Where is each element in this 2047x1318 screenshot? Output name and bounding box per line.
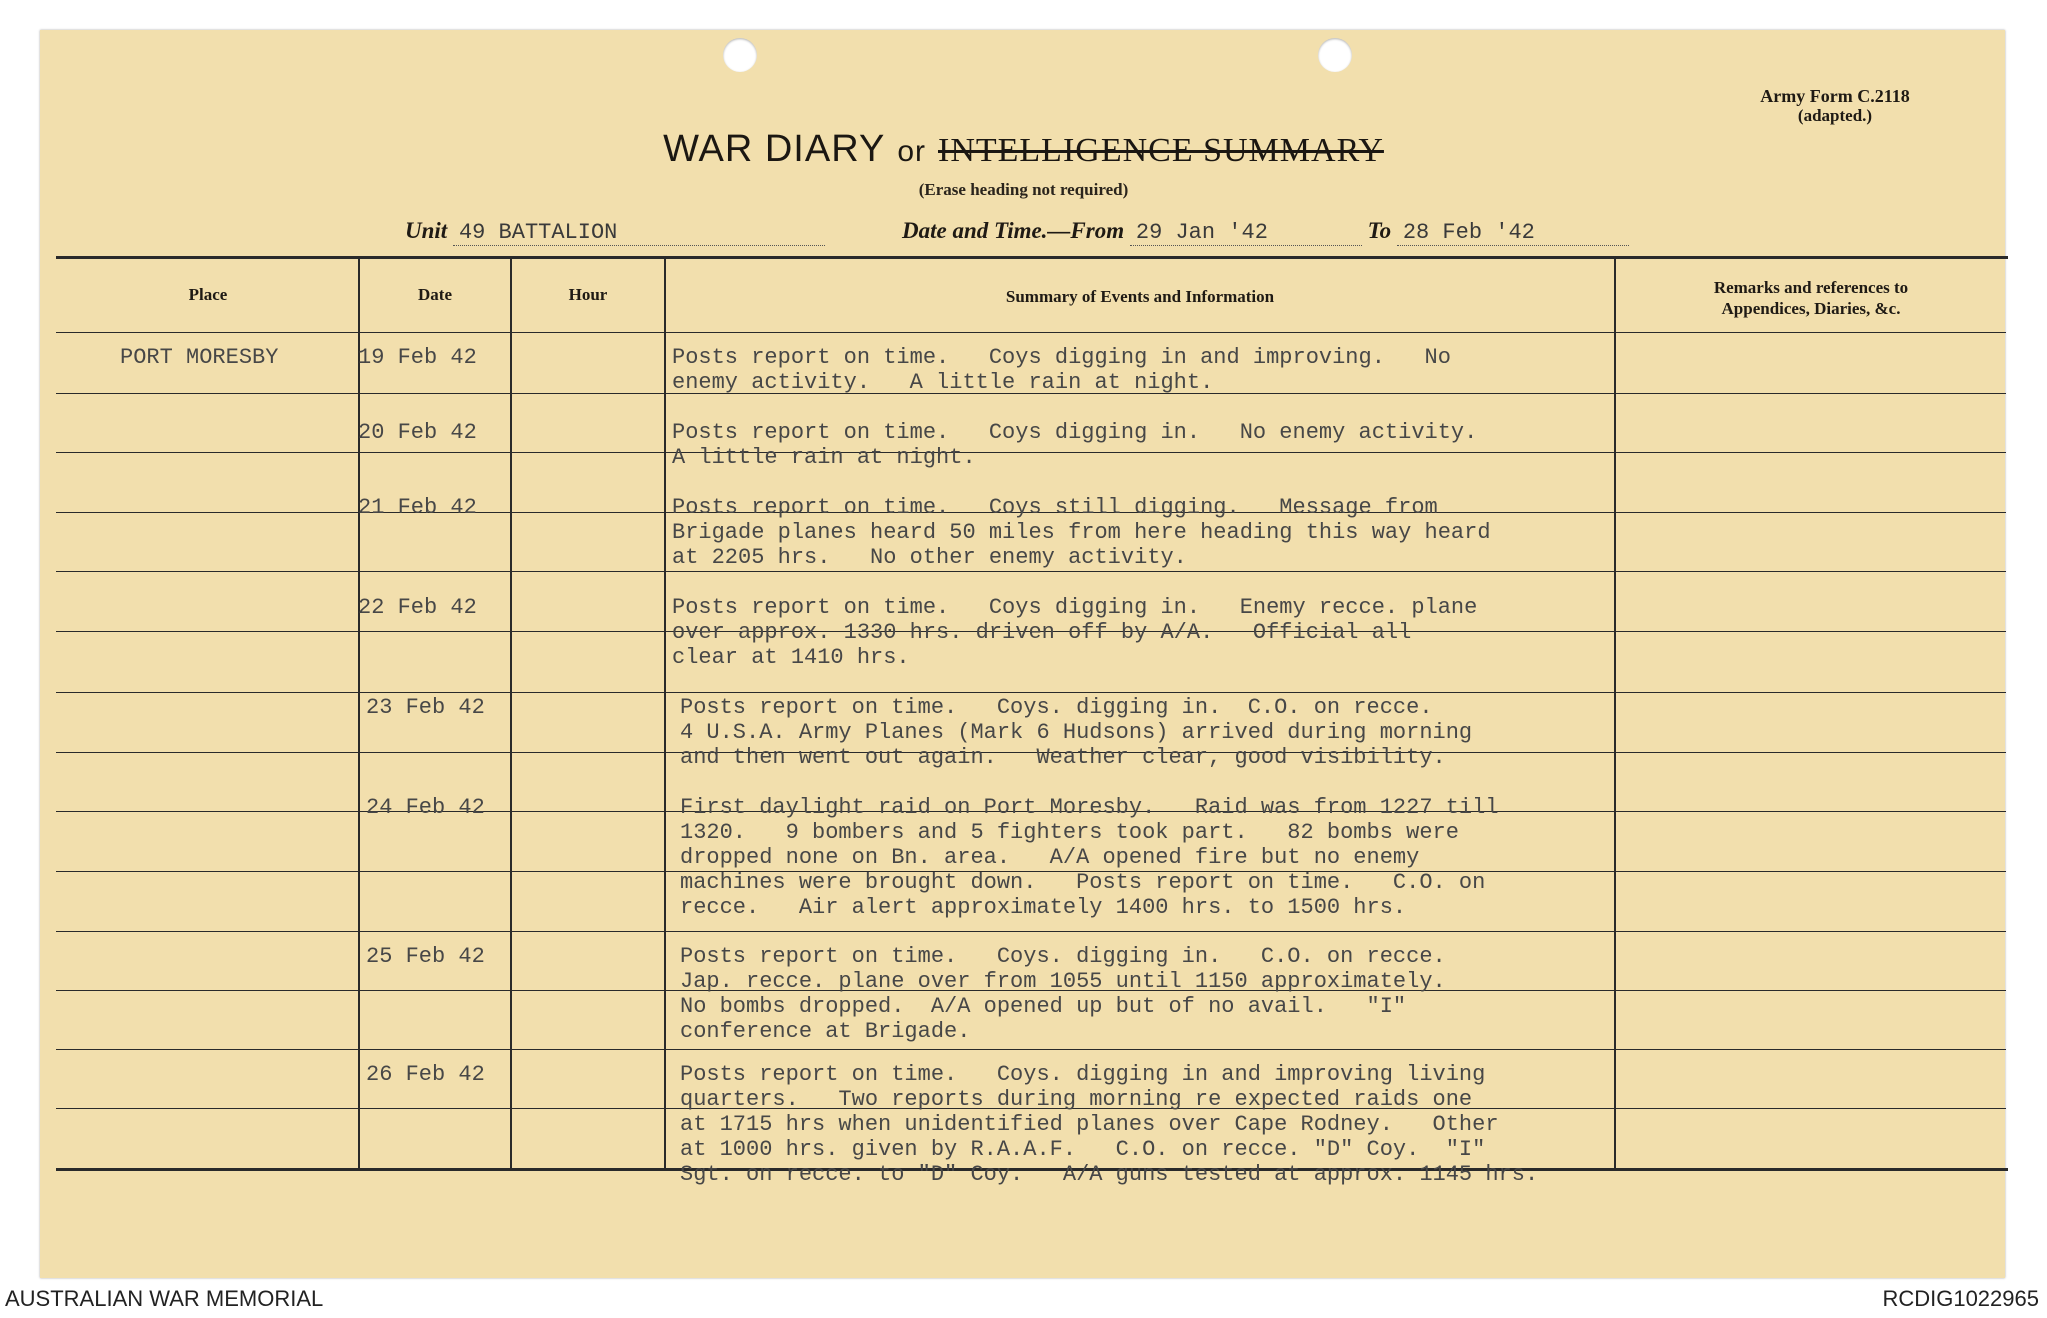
col-divider-hour xyxy=(664,258,666,1168)
place-port-moresby: PORT MORESBY xyxy=(120,345,279,370)
entry-summary: Posts report on time. Coys digging in. No enemy activity. A little rain at night. xyxy=(672,420,1478,470)
entry-date: 21 Feb 42 xyxy=(358,495,477,520)
title-struck: INTELLIGENCE SUMMARY xyxy=(938,132,1384,169)
entry-date: 19 Feb 42 xyxy=(358,345,477,370)
page-title xyxy=(0,128,2047,171)
entry-date: 22 Feb 42 xyxy=(358,595,477,620)
entry-date: 23 Feb 42 xyxy=(366,695,485,720)
entry-summary: Posts report on time. Coys digging in and improving. No enemy activity. A little rain at night. xyxy=(672,345,1451,395)
table-top-rule xyxy=(56,256,2008,259)
unit-field xyxy=(405,218,825,246)
title-or: or xyxy=(897,135,926,168)
row-rule xyxy=(56,571,2006,572)
form-number: Army Form C.2118 xyxy=(1760,86,1910,106)
entry-summary: First daylight raid on Port Moresby. Raid was from 1227 till 1320. 9 bombers and 5 fighters took part. 82 bombs were dropped none on Bn. area. A/A opened fire but no enemy machines were brought down. Posts report on time. C.O. on recce. Air alert approximately 1400 hrs. to 1500 hrs. xyxy=(680,795,1499,920)
remarks-header-line-2: Appendices, Diaries, &c. xyxy=(1721,299,1901,318)
entry-summary: Posts report on time. Coys. digging in. C.O. on recce. 4 U.S.A. Army Planes (Mark 6 Hudsons) arrived during morning and then went out again. Weather clear, good visibility. xyxy=(680,695,1473,770)
col-divider-summary xyxy=(1614,258,1616,1168)
date-to-value: 28 Feb '42 xyxy=(1397,220,1629,246)
date-from-value: 29 Jan '42 xyxy=(1130,220,1362,246)
unit-label: Unit xyxy=(405,218,448,243)
date-to-label: To xyxy=(1367,218,1392,243)
entry-summary: Posts report on time. Coys. digging in and improving living quarters. Two reports during morning re expected raids one at 1715 hrs when unidentified planes over Cape Rodney. Other at 1000 hrs. given by R.A.A.F. C.O. on recce. "D" Coy. "I" Sgt. on recce. to "D" Coy. A/A guns tested at approx. 1145 hrs. xyxy=(680,1062,1539,1187)
entry-date: 25 Feb 42 xyxy=(366,944,485,969)
entry-summary: Posts report on time. Coys digging in. Enemy recce. plane over approx. 1330 hrs. driven off by A/A. Official all clear at 1410 hrs. xyxy=(672,595,1478,670)
footer-record-id: RCDIG1022965 xyxy=(1882,1286,2039,1311)
date-from-label: Date and Time.—From xyxy=(902,218,1125,243)
entry-date: 26 Feb 42 xyxy=(366,1062,485,1087)
row-rule xyxy=(56,931,2006,932)
column-header-date: Date xyxy=(418,285,452,304)
col-divider-date xyxy=(510,258,512,1168)
row-rule xyxy=(56,1049,2006,1050)
entry-date: 24 Feb 42 xyxy=(366,795,485,820)
column-header-remarks xyxy=(1616,277,2006,319)
column-header-place: Place xyxy=(188,285,228,304)
row-rule xyxy=(56,332,2006,333)
entry-summary: Posts report on time. Coys still digging. Message from Brigade planes heard 50 miles from here heading this way heard at 2205 hrs. No other enemy activity. xyxy=(672,495,1491,570)
title-main: WAR DIARY xyxy=(663,128,886,170)
remarks-header-line-1: Remarks and references to xyxy=(1713,278,1909,297)
punch-hole-right xyxy=(1318,38,1352,72)
entry-summary: Posts report on time. Coys. digging in. C.O. on recce. Jap. recce. plane over from 1055 until 1150 approximately. No bombs dropped. A/A opened up but of no avail. "I" conference at Brigade. xyxy=(680,944,1446,1044)
unit-value: 49 BATTALION xyxy=(453,220,825,246)
form-note: (adapted.) xyxy=(1797,106,1873,125)
col-divider-place xyxy=(358,258,360,1168)
army-form-number xyxy=(1740,86,1930,126)
row-rule xyxy=(56,692,2006,693)
column-header-summary: Summary of Events and Information xyxy=(1005,287,1275,306)
page-subtitle: (Erase heading not required) xyxy=(918,180,1129,199)
punch-hole-left xyxy=(723,38,757,72)
entry-date: 20 Feb 42 xyxy=(358,420,477,445)
footer-institution: AUSTRALIAN WAR MEMORIAL xyxy=(5,1286,324,1311)
date-range-field xyxy=(902,218,1629,246)
column-header-hour: Hour xyxy=(568,285,608,304)
